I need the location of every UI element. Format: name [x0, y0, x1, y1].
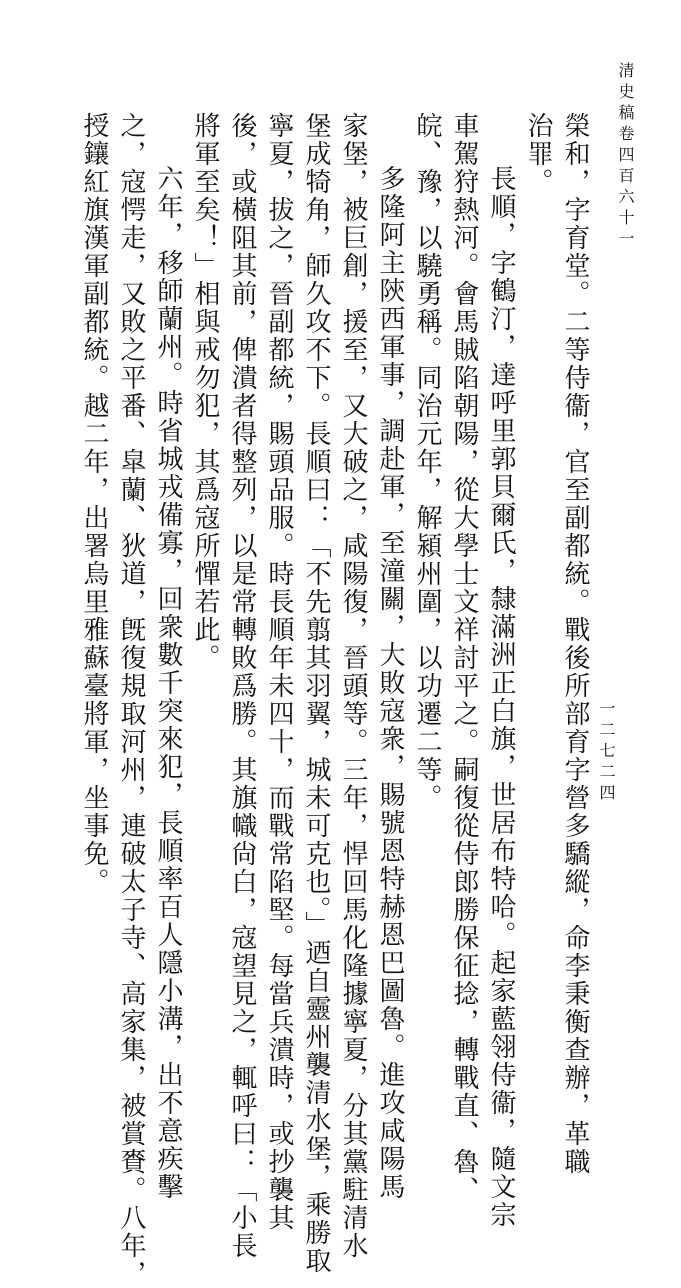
- text-column: 堡成犄角，師久攻不下。長順曰：「不先翦其羽翼，城未可克也。」迺自靈州襲清水堡，乘勝取: [301, 112, 331, 1275]
- text-column: 長順，字鶴汀，達呼里郭貝爾氏，隸滿洲正白旗，世居布特哈。起家藍翎侍衞，隨文宗: [486, 165, 516, 1229]
- text-column: 寧夏，拔之，晉副都統，賜頭品服。時長順年未四十，而戰常陷堅。每當兵潰時，或抄襲其: [264, 112, 294, 1232]
- text-column: 多隆阿主陝西軍事，調赴軍，至潼關，大敗寇衆，賜號恩特赫恩巴圖魯。進攻咸陽馬: [375, 165, 405, 1201]
- text-column: 後，或橫阻其前，俾潰者得整列，以是常轉敗爲勝。其旗幟尙白，寇望見之，輒呼曰：「小長: [227, 112, 257, 1260]
- text-column: 皖、豫，以驍勇稱。同治元年，解潁州圍，以功遷二等。: [412, 112, 442, 812]
- text-column: 治罪。: [523, 112, 553, 196]
- text-column: 授鑲紅旗漢軍副都統。越二年，出署烏里雅蘇臺將軍，坐事免。: [79, 112, 109, 896]
- text-column: 車駕狩熱河。會馬賊陷朝陽，從大學士文祥討平之。嗣復從侍郎勝保征捻，轉戰直、魯、: [449, 112, 479, 1204]
- text-column: 六年，移師蘭州。時省城戎備寡，回衆數千突來犯，長順率百人隱小溝，出不意疾擊: [153, 165, 183, 1201]
- running-title: 清史稿卷四百六十一: [616, 62, 635, 251]
- text-column: 榮和，字育堂。二等侍衞，官至副都統。戰後所部育字營多驕縱，命李秉衡查辦，革職: [560, 112, 590, 1176]
- text-column: 將軍至矣！」相與戒勿犯，其爲寇所憚若此。: [190, 112, 220, 672]
- page-number: 一二七二四: [597, 700, 616, 805]
- text-column: 之，寇愕走，又敗之平番、皐蘭、狄道，旣復規取河州，連破太子寺、高家集，被賞賚。八年，: [116, 112, 146, 1288]
- text-column: 家堡，被巨創，援至，又大破之，咸陽復，晉頭等。三年，悍回馬化隆據寧夏，分其黨駐清水: [338, 112, 368, 1260]
